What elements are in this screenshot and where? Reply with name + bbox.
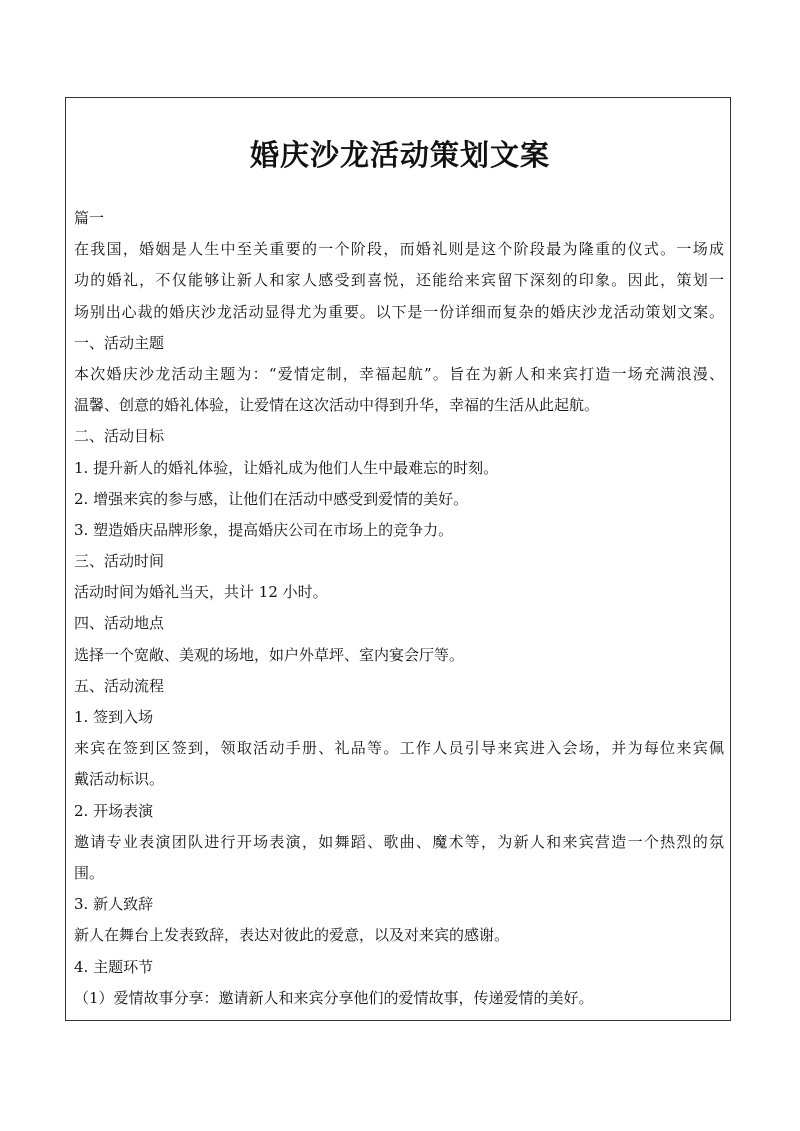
document-title: 婚庆沙龙活动策划文案 [249,138,550,172]
paragraph-line: 选择一个宽敞、美观的场地，如户外草坪、室内宴会厅等。 [74,645,465,664]
subsection-heading: 3. 新人致辞 [74,895,154,914]
paragraph-line: 温馨、创意的婚礼体验，让爱情在这次活动中得到升华，幸福的生活从此起航。 [74,396,600,415]
section-heading: 二、活动目标 [74,427,165,446]
paragraph-line: 邀请专业表演团队进行开场表演，如舞蹈、歌曲、魔术等，为新人和来宾营造一个热烈的氛 [74,832,724,851]
list-item: 1. 提升新人的婚礼体验，让婚礼成为他们人生中最难忘的时刻。 [74,458,499,477]
paragraph-line: 功的婚礼，不仅能够让新人和家人感受到喜悦，还能给来宾留下深刻的印象。因此，策划一 [74,271,724,290]
paragraph-line: 在我国，婚姻是人生中至关重要的一个阶段，而婚礼则是这个阶段最为隆重的仪式。一场成 [74,240,724,259]
paragraph-line: 新人在舞台上发表致辞，表达对彼此的爱意，以及对来宾的感谢。 [74,926,510,945]
document-body [74,203,724,1014]
list-item: 2. 增强来宾的参与感，让他们在活动中感受到爱情的美好。 [74,489,469,508]
subsection-heading: 2. 开场表演 [74,801,154,820]
section-heading: 一、活动主题 [74,333,165,352]
list-item: 3. 塑造婚庆品牌形象，提高婚庆公司在市场上的竞争力。 [74,520,454,539]
paragraph-line: 场别出心裁的婚庆沙龙活动显得尤为重要。以下是一份详细而复杂的婚庆沙龙活动策划文案。 [74,302,724,321]
paragraph-line: 围。 [74,863,105,882]
paragraph-line: 活动时间为婚礼当天，共计 12 小时。 [74,583,328,602]
paragraph-line: 来宾在签到区签到，领取活动手册、礼品等。工作人员引导来宾进入会场，并为每位来宾佩 [74,739,724,758]
list-item: （1）爱情故事分享：邀请新人和来宾分享他们的爱情故事，传递爱情的美好。 [74,988,594,1007]
subsection-heading: 1. 签到入场 [74,708,154,726]
section-label: 篇一 [74,209,105,227]
paragraph-line: 戴活动标识。 [74,770,165,789]
section-heading: 三、活动时间 [74,552,165,571]
paragraph-line: 本次婚庆沙龙活动主题为：“爱情定制，幸福起航”。旨在为新人和来宾打造一场充满浪漫、 [74,364,724,383]
section-heading: 四、活动地点 [74,614,165,633]
subsection-heading: 4. 主题环节 [74,957,154,976]
section-heading: 五、活动流程 [74,676,165,695]
